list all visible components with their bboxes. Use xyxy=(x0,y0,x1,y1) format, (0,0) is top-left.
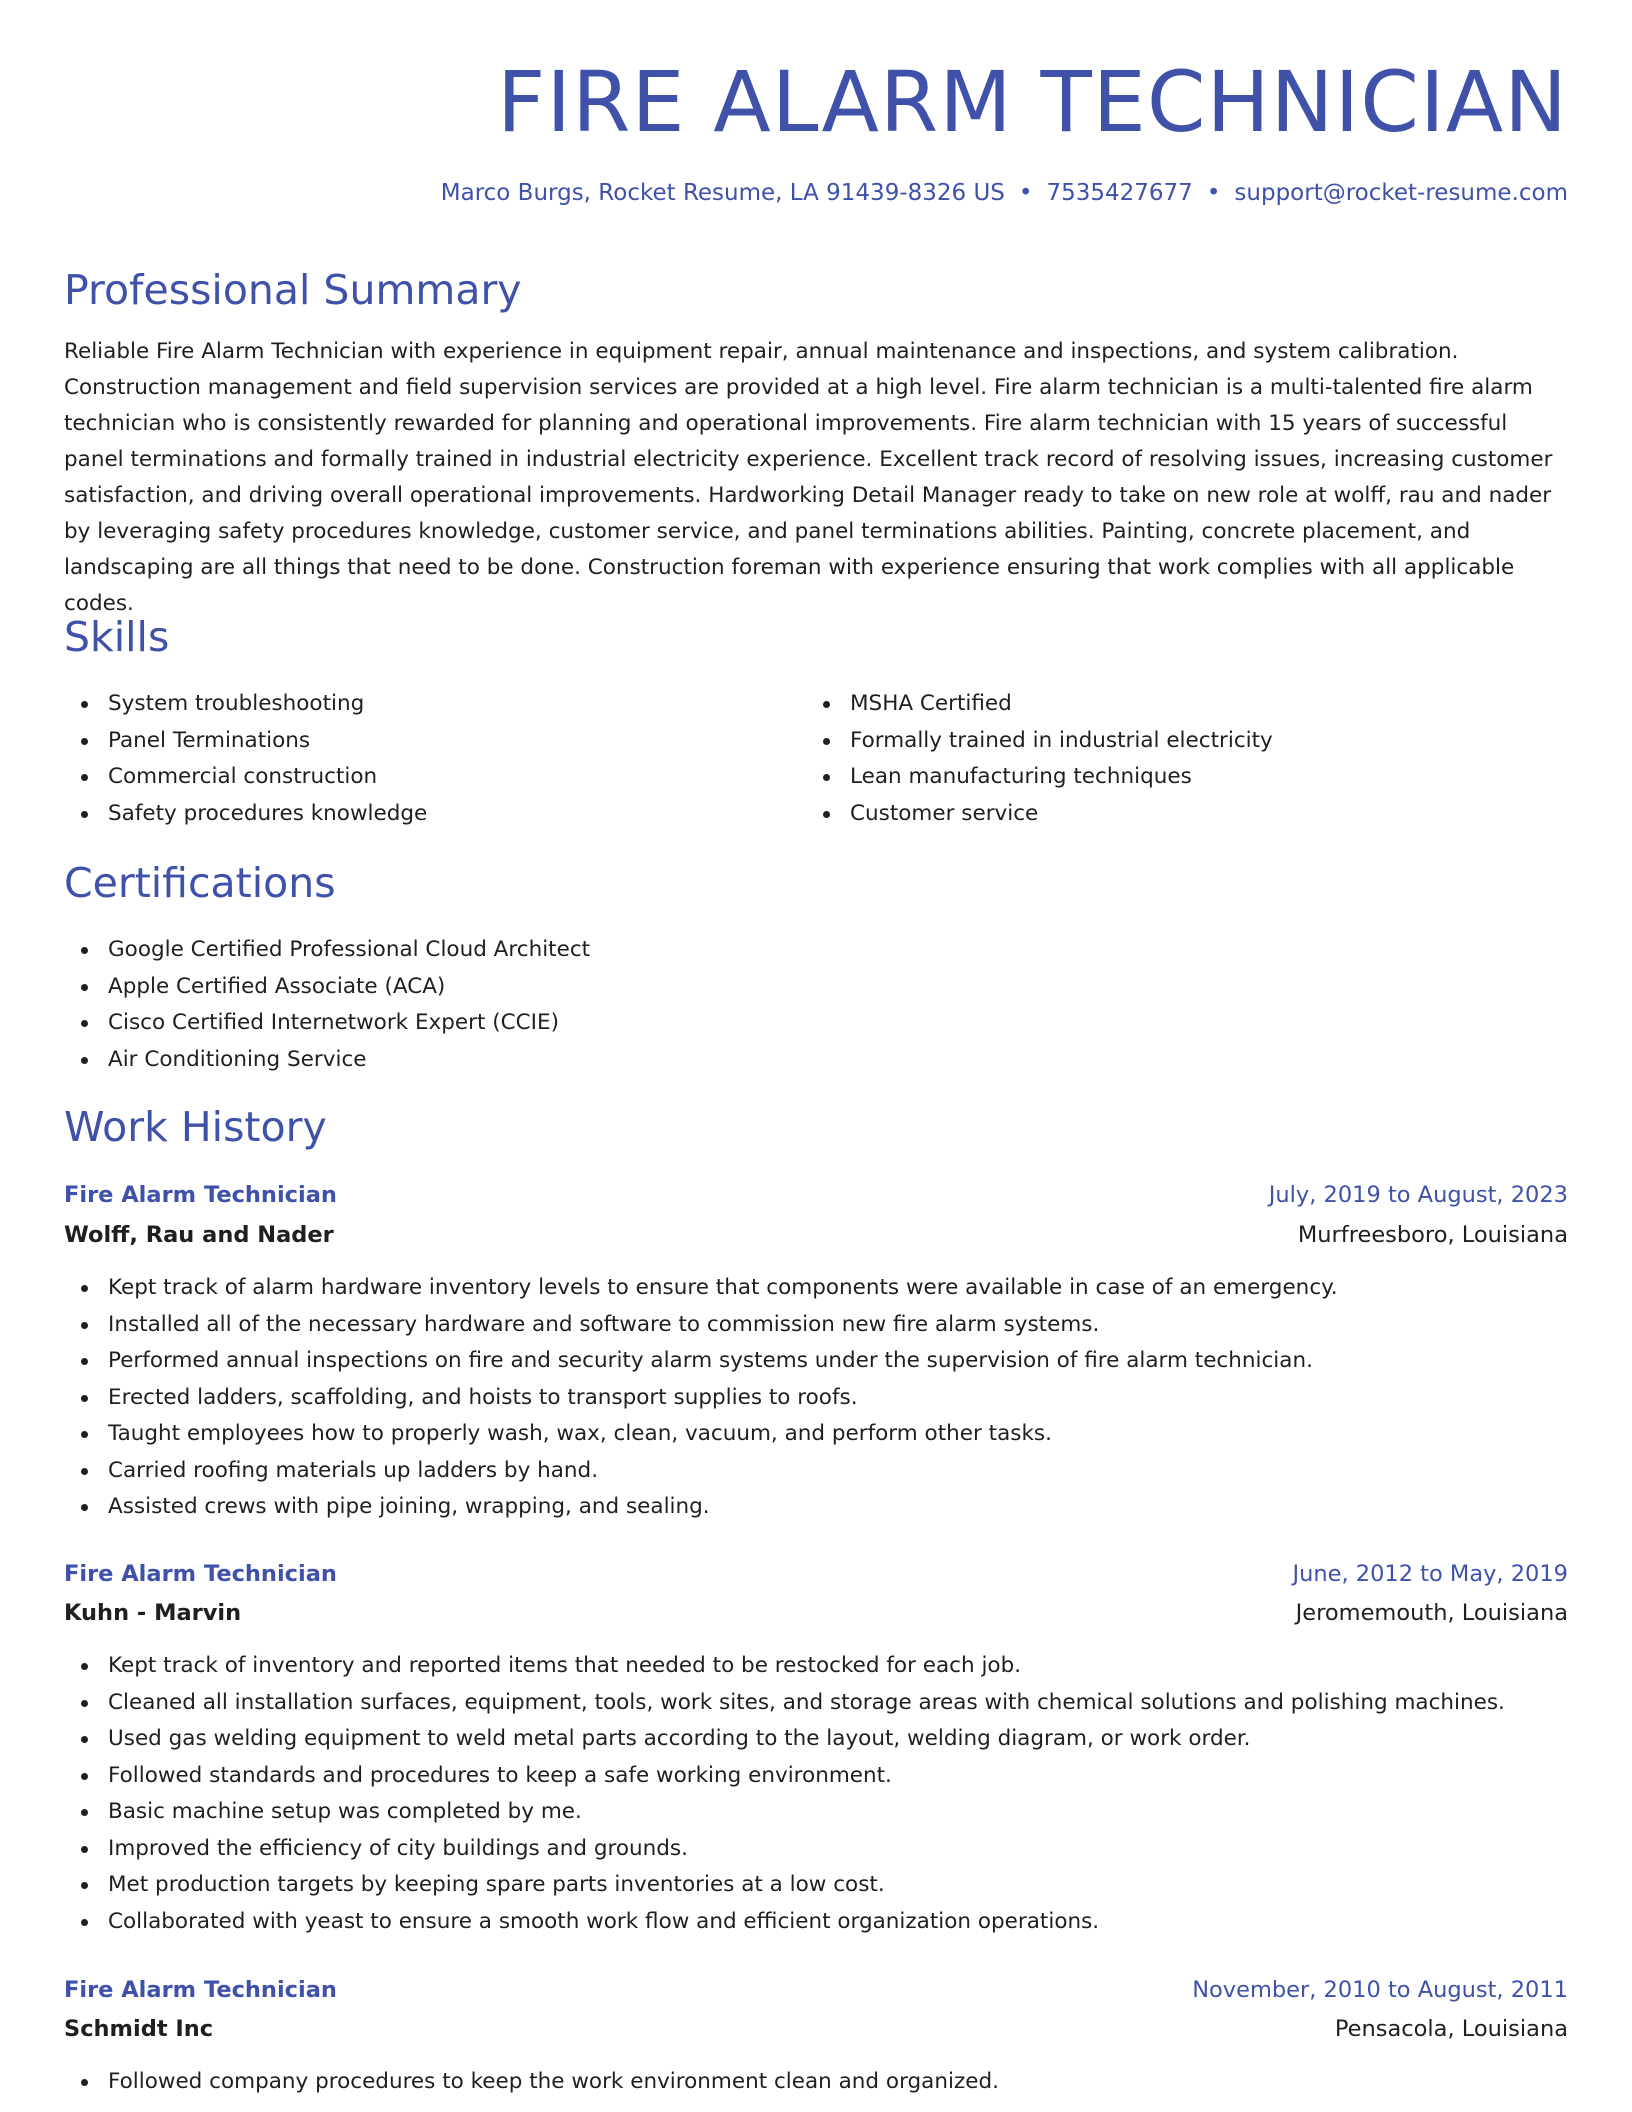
skill-item: MSHA Certified xyxy=(806,686,1273,723)
job-location: Murfreesboro, Louisiana xyxy=(1297,1222,1568,1248)
skills-list-right xyxy=(806,686,1273,832)
job-bullet: Kept track of alarm hardware inventory levels to ensure that components were available in case of an emergency. xyxy=(64,1270,1338,1307)
job-company: Schmidt Inc xyxy=(64,2016,214,2042)
job-title: Fire Alarm Technician xyxy=(64,1561,337,1587)
job-company: Kuhn - Marvin xyxy=(64,1600,242,1626)
job-bullet: Followed standards and procedures to keep a safe working environment. xyxy=(64,1758,1505,1795)
job-bullet: Taught employees how to properly wash, wax, clean, vacuum, and perform other tasks. xyxy=(64,1416,1338,1453)
job-dates: November, 2010 to August, 2011 xyxy=(1192,1977,1568,2003)
job-dates: June, 2012 to May, 2019 xyxy=(1292,1561,1568,1587)
work-history-heading: Work History xyxy=(64,1103,327,1151)
job-company: Wolff, Rau and Nader xyxy=(64,1222,334,1248)
summary-text: Reliable Fire Alarm Technician with experience in equipment repair, annual maintenance and inspections, and system calibration. Construction management and field supervision services are provided at a high level. Fire alarm technician is a multi-talented fire alarm technician who is consistently rewarded for planning and operational improvements. Fire alarm technician with 15 years of successful panel terminations and formally trained in industrial electricity experience. Excellent track record of resolving issues, increasing customer satisfaction, and driving overall operational improvements. Hardworking Detail Manager ready to take on new role at wolff, rau and nader by leveraging safety procedures knowledge, customer service, and panel terminations abilities. Painting, concrete placement, and landscaping are all things that need to be done. Construction foreman with experience ensuring that work complies with all applicable codes. xyxy=(64,339,1553,616)
job-bullet: Erected ladders, scaffolding, and hoists to transport supplies to roofs. xyxy=(64,1380,1338,1417)
skill-item: Formally trained in industrial electricity xyxy=(806,723,1273,760)
skill-item: Safety procedures knowledge xyxy=(64,796,427,833)
job-bullet: Improved the efficiency of city buildings and grounds. xyxy=(64,1831,1505,1868)
job-bullet: Kept track of inventory and reported items that needed to be restocked for each job. xyxy=(64,1648,1505,1685)
certification-item: Apple Certified Associate (ACA) xyxy=(64,969,590,1006)
job-bullet: Assisted crews with pipe joining, wrapping, and sealing. xyxy=(64,1489,1338,1526)
certification-item: Cisco Certified Internetwork Expert (CCIE) xyxy=(64,1005,590,1042)
certification-item: Google Certified Professional Cloud Architect xyxy=(64,932,590,969)
contact-email[interactable]: support@rocket-resume.com xyxy=(1234,180,1568,206)
contact-phone[interactable]: 7535427677 xyxy=(1046,180,1193,206)
contact-line xyxy=(441,178,1568,208)
job-dates: July, 2019 to August, 2023 xyxy=(1268,1182,1568,1208)
certification-item: Air Conditioning Service xyxy=(64,1042,590,1079)
contact-address: Marco Burgs, Rocket Resume, LA 91439-8326 US xyxy=(440,180,1005,206)
job-bullet: Followed company procedures to keep the work environment clean and organized. xyxy=(64,2064,999,2101)
certifications-heading: Certifications xyxy=(64,859,336,907)
job-title: Fire Alarm Technician xyxy=(64,1977,337,2003)
skill-item: Customer service xyxy=(806,796,1273,833)
summary-heading: Professional Summary xyxy=(64,266,522,314)
job-bullet: Cleaned all installation surfaces, equipment, tools, work sites, and storage areas with chemical solutions and polishing machines. xyxy=(64,1685,1505,1722)
skill-item: Lean manufacturing techniques xyxy=(806,759,1273,796)
job-bullet: Installed all of the necessary hardware and software to commission new fire alarm systems. xyxy=(64,1307,1338,1344)
contact-separator: • xyxy=(1018,180,1033,206)
job-bullets xyxy=(64,1270,1338,1526)
job-bullet: Performed annual inspections on fire and security alarm systems under the supervision of fire alarm technician. xyxy=(64,1343,1338,1380)
job-bullet: Basic machine setup was completed by me. xyxy=(64,1794,1505,1831)
job-bullets xyxy=(64,2064,999,2101)
job-bullet: Carried roofing materials up ladders by hand. xyxy=(64,1453,1338,1490)
job-location: Jeromemouth, Louisiana xyxy=(1295,1600,1568,1626)
skills-list-left xyxy=(64,686,427,832)
skills-heading: Skills xyxy=(64,613,170,661)
skill-item: Panel Terminations xyxy=(64,723,427,760)
job-bullet: Collaborated with yeast to ensure a smooth work flow and efficient organization operations. xyxy=(64,1904,1505,1941)
skill-item: Commercial construction xyxy=(64,759,427,796)
job-bullet: Used gas welding equipment to weld metal parts according to the layout, welding diagram, or work order. xyxy=(64,1721,1505,1758)
job-location: Pensacola, Louisiana xyxy=(1334,2016,1568,2042)
job-title: Fire Alarm Technician xyxy=(64,1182,337,1208)
skill-item: System troubleshooting xyxy=(64,686,427,723)
resume-title: FIRE ALARM TECHNICIAN xyxy=(497,53,1568,151)
contact-separator: • xyxy=(1206,180,1221,206)
job-bullet: Met production targets by keeping spare parts inventories at a low cost. xyxy=(64,1867,1505,1904)
job-bullets xyxy=(64,1648,1505,1940)
certifications-list xyxy=(64,932,590,1078)
